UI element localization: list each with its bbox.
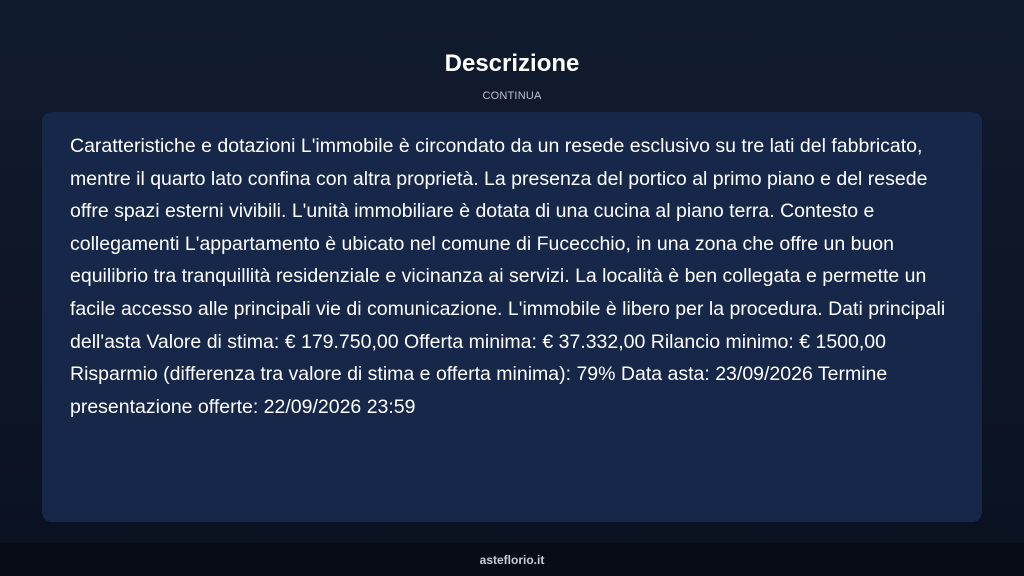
footer-bar bbox=[0, 543, 1024, 576]
description-text: Caratteristiche e dotazioni L'immobile è circondato da un resede esclusivo su tre lati del fabbricato, mentre il quarto lato confina con altra proprietà. La presenza del portico al primo piano e del resede offre spazi esterni vivibili. L'unità immobiliare è dotata di una cucina al piano terra. Contesto e collegamenti L'appartamento è ubicato nel comune di Fucecchio, in una zona che offre un buon equilibrio tra tranquillità residenziale e vicinanza ai servizi. La località è ben collegata e permette un facile accesso alle principali vie di comunicazione. L'immobile è libero per la procedura. Dati principali dell'asta Valore di stima: € 179.750,00 Offerta minima: € 37.332,00 Rilancio minimo: € 1500,00 Risparmio (differenza tra valore di stima e offerta minima): 79% Data asta: 23/09/2026 Termine presentazione offerte: 22/09/2026 23:59 bbox=[70, 135, 946, 418]
footer-site-name: asteflorio.it bbox=[479, 553, 545, 567]
page-subtitle: CONTINUA bbox=[482, 90, 542, 102]
page-title: Descrizione bbox=[444, 50, 580, 77]
description-card bbox=[42, 112, 982, 522]
